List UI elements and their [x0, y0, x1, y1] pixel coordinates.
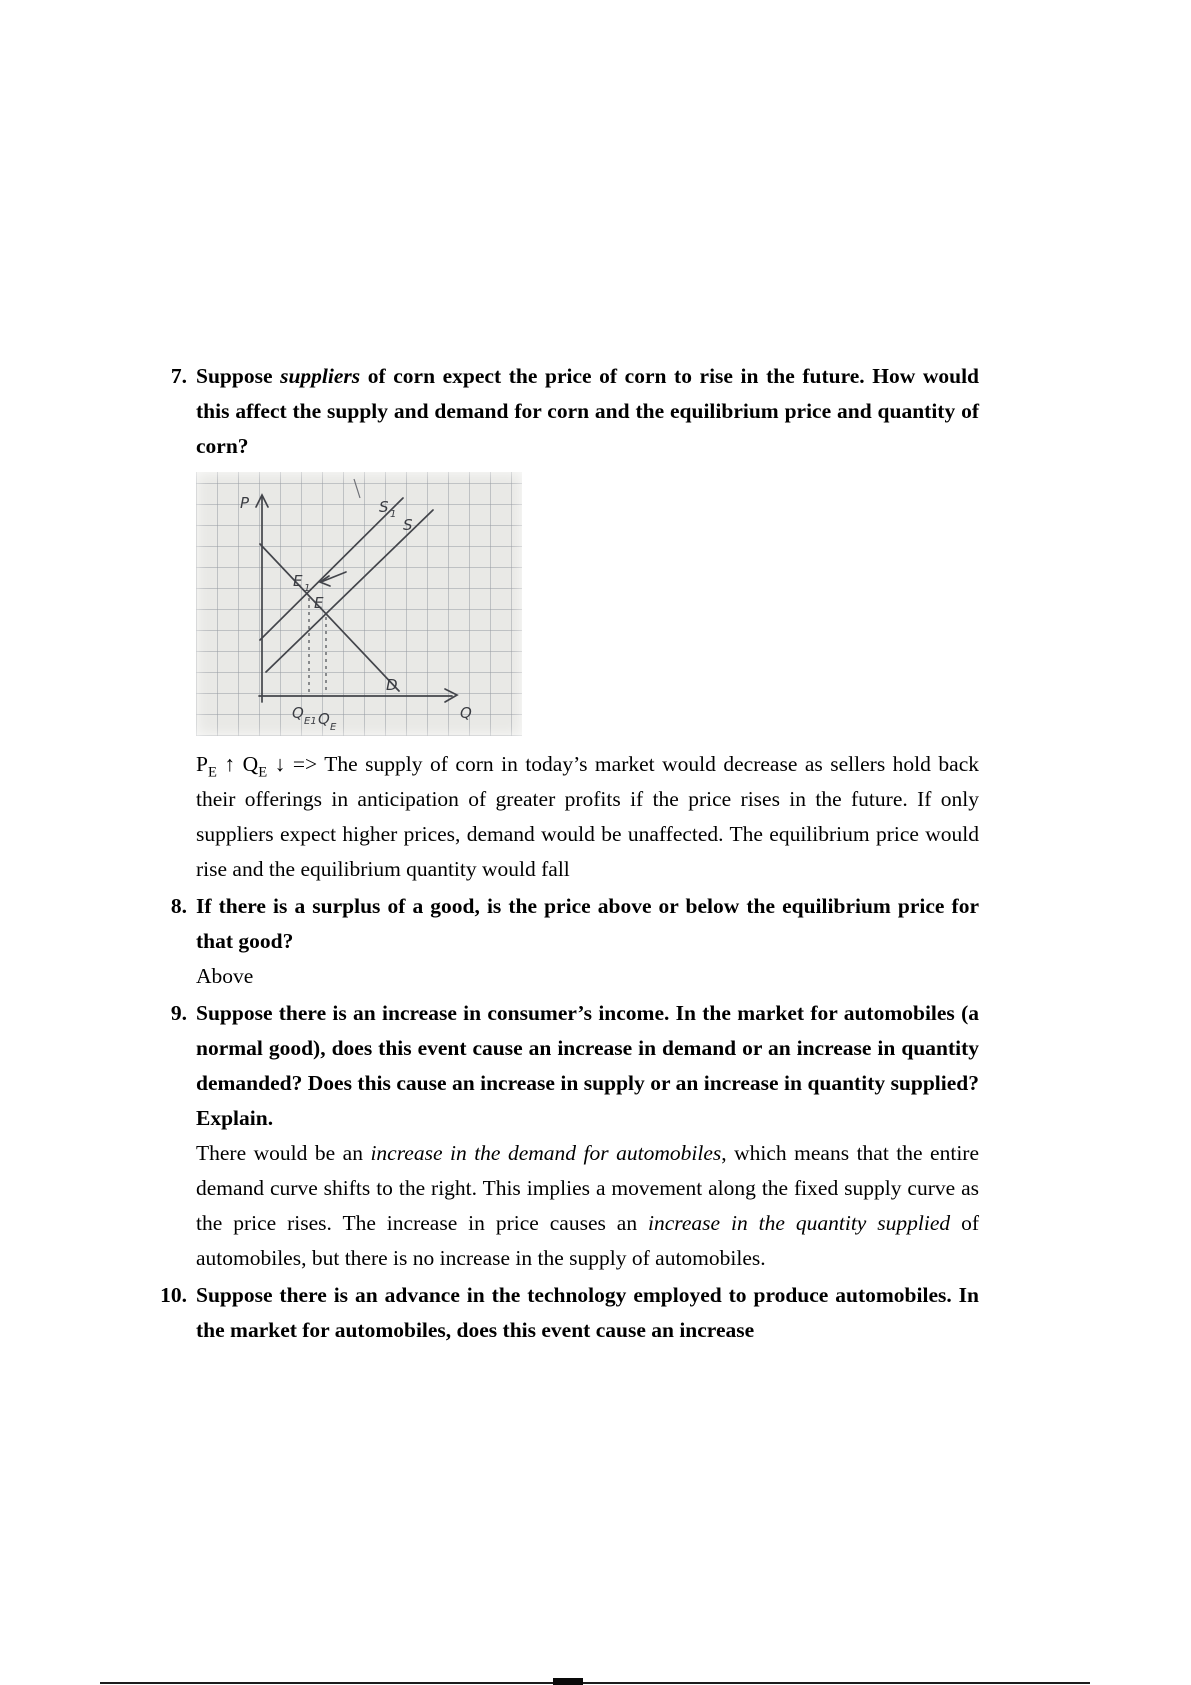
e1-subscript: 1	[304, 583, 311, 594]
qe-subscript: E	[330, 722, 337, 733]
e1-label: E	[293, 572, 303, 590]
s1-subscript: 1	[390, 509, 397, 520]
question-number: 9.	[170, 1001, 187, 1025]
e-label: E	[314, 594, 324, 612]
demand-curve	[260, 544, 399, 691]
question-item-10	[160, 1278, 979, 1348]
question-item-7	[170, 359, 979, 887]
page-edge-line	[100, 1682, 1090, 1684]
question-item-9	[170, 996, 980, 1276]
supply-demand-graph	[196, 472, 522, 736]
question-number: 7.	[170, 364, 187, 388]
page-edge-mark	[553, 1678, 583, 1685]
s1-label: S	[379, 498, 389, 516]
stray-pencil-mark	[354, 479, 360, 498]
y-axis-label: P	[240, 494, 250, 512]
content-area	[160, 357, 980, 1348]
qe-label: Q	[318, 710, 330, 728]
d-label: D	[386, 676, 398, 694]
question-item-8	[170, 889, 979, 994]
x-axis-label: Q	[460, 704, 472, 722]
answer-text: Above	[196, 964, 254, 988]
supply-curve	[266, 510, 433, 672]
question-text: Suppose suppliers of corn expect the price of corn to rise in the future. How would this affect the supply and demand for corn and the equilibrium price and quantity of corn?	[196, 364, 979, 458]
answer-text: There would be an increase in the demand for automobiles, which means that the entire demand curve shifts to the right. This implies a movement along the fixed supply curve as the price rises. The increase in price causes an increase in the quantity supplied of automobiles, but there is no increase in the supply of automobiles.	[196, 1141, 980, 1270]
shift-arrow	[321, 572, 346, 582]
qe1-subscript: E1	[304, 716, 317, 727]
question-text: Suppose there is an increase in consumer’s income. In the market for automobiles (a normal good), does this event cause an increase in demand or an increase in quantity demanded? Does this cause an increase in supply or an increase in quantity supplied? Explain.	[196, 1001, 979, 1130]
s-label: S	[403, 516, 413, 534]
question-text: If there is a surplus of a good, is the price above or below the equilibrium price for that good?	[196, 894, 979, 953]
question-number: 10.	[160, 1283, 187, 1307]
question-number: 8.	[170, 894, 187, 918]
question-text: Suppose there is an advance in the technology employed to produce automobiles. In the market for automobiles, does this event cause an increase	[196, 1283, 979, 1342]
qe1-label: Q	[292, 704, 304, 722]
graph-drawing	[196, 472, 522, 736]
answer-text: $P_E$ ↑ $Q_E$ ↓ => The supply of corn in today’s market would decrease as sellers hold back their offerings in anticipation of greater profits if the price rises in the future. If only suppliers expect higher prices, demand would be unaffected. The equilibrium price would rise and the equilibrium quantity would fall	[196, 752, 979, 881]
